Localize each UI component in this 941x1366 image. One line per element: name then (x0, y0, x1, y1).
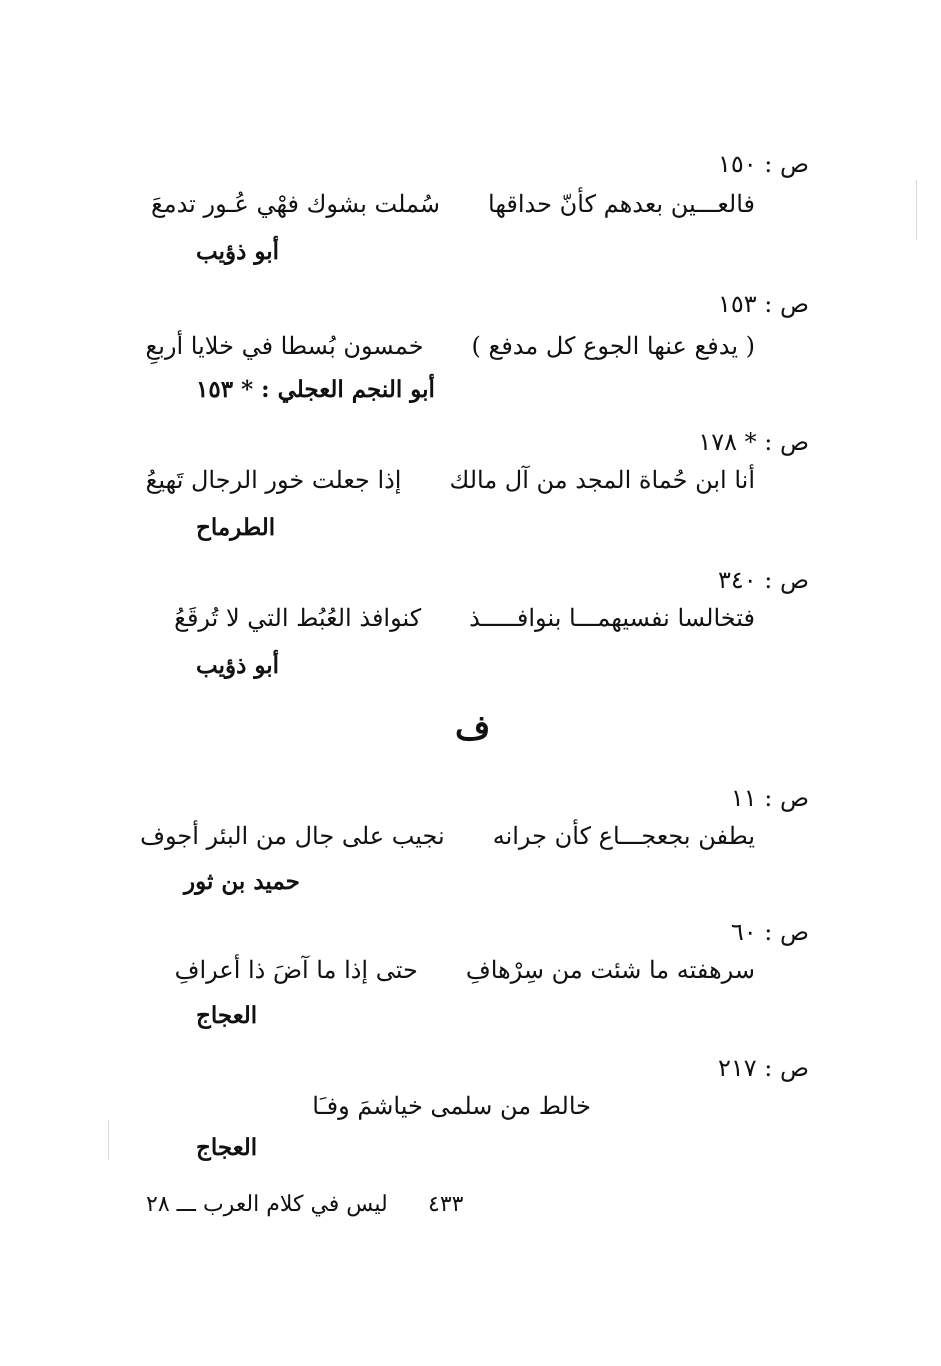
page-number: ٤٣٣ (428, 1192, 464, 1217)
scan-artifact-line (916, 180, 917, 240)
page-reference: ص : * ١٧٨ (698, 428, 809, 456)
second-hemistich: كنوافذ العُبُط التي لا تُرقَعُ (174, 604, 422, 632)
poet-name: أبو النجم العجلي : * ١٥٣ (196, 376, 435, 403)
first-hemistich: أنا ابن حُماة المجد من آل مالك (449, 466, 755, 494)
second-hemistich: إذا جعلت خور الرجال تَهيعُ (145, 466, 402, 494)
page-reference: ص : ٣٤٠ (717, 566, 809, 594)
poet-name: حميد بن ثور (184, 868, 300, 895)
poet-name: أبو ذؤيب (196, 652, 280, 679)
verse-line (140, 822, 755, 850)
book-signature: ليس في كلام العرب ـــ ٢٨ (146, 1192, 388, 1217)
second-hemistich: خمسون بُسطا في خلايا أربعِ (145, 332, 424, 360)
first-hemistich: ( يدفع عنها الجوع كل مدفع ) (471, 332, 755, 360)
first-hemistich: يطفن بجعجـــاع كأن جرانه (492, 822, 755, 850)
second-hemistich: نجيب على جال من البئر أجوف (140, 822, 445, 850)
page-reference: ص : ٢١٧ (717, 1054, 809, 1082)
poet-name: الطرماح (196, 514, 276, 541)
verse-line (145, 332, 755, 360)
verse-line (146, 466, 755, 494)
poet-name: العجاج (196, 1002, 258, 1029)
page-reference: ص : ١٥٠ (717, 150, 809, 178)
second-hemistich: حتى إذا ما آضَ ذا أعرافِ (174, 956, 418, 984)
page-reference: ص : ١١ (730, 784, 809, 812)
page-reference: ص : ٦٠ (730, 918, 809, 946)
verse-line (312, 1092, 591, 1120)
section-letter-heading: ف (455, 708, 491, 748)
verse-line (174, 604, 755, 632)
second-hemistich: سُملت بشوك فهْي عُـور تدمعَ (150, 190, 441, 218)
first-hemistich: سرهفته ما شئت من سِرْهافِ (465, 956, 755, 984)
scan-artifact-line (108, 1120, 109, 1160)
first-hemistich: فتخالسا نفسيهمـــا بنوافـــــذ (469, 604, 755, 632)
poet-name: أبو ذؤيب (196, 238, 280, 265)
poet-name: العجاج (196, 1134, 258, 1161)
page-reference: ص : ١٥٣ (717, 290, 809, 318)
single-verse: خالط من سلمى خياشمَ وفـَا (312, 1092, 591, 1120)
first-hemistich: فالعـــين بعدهم كأنّ حداقها (488, 190, 755, 218)
verse-line (151, 190, 755, 218)
verse-line (175, 956, 755, 984)
